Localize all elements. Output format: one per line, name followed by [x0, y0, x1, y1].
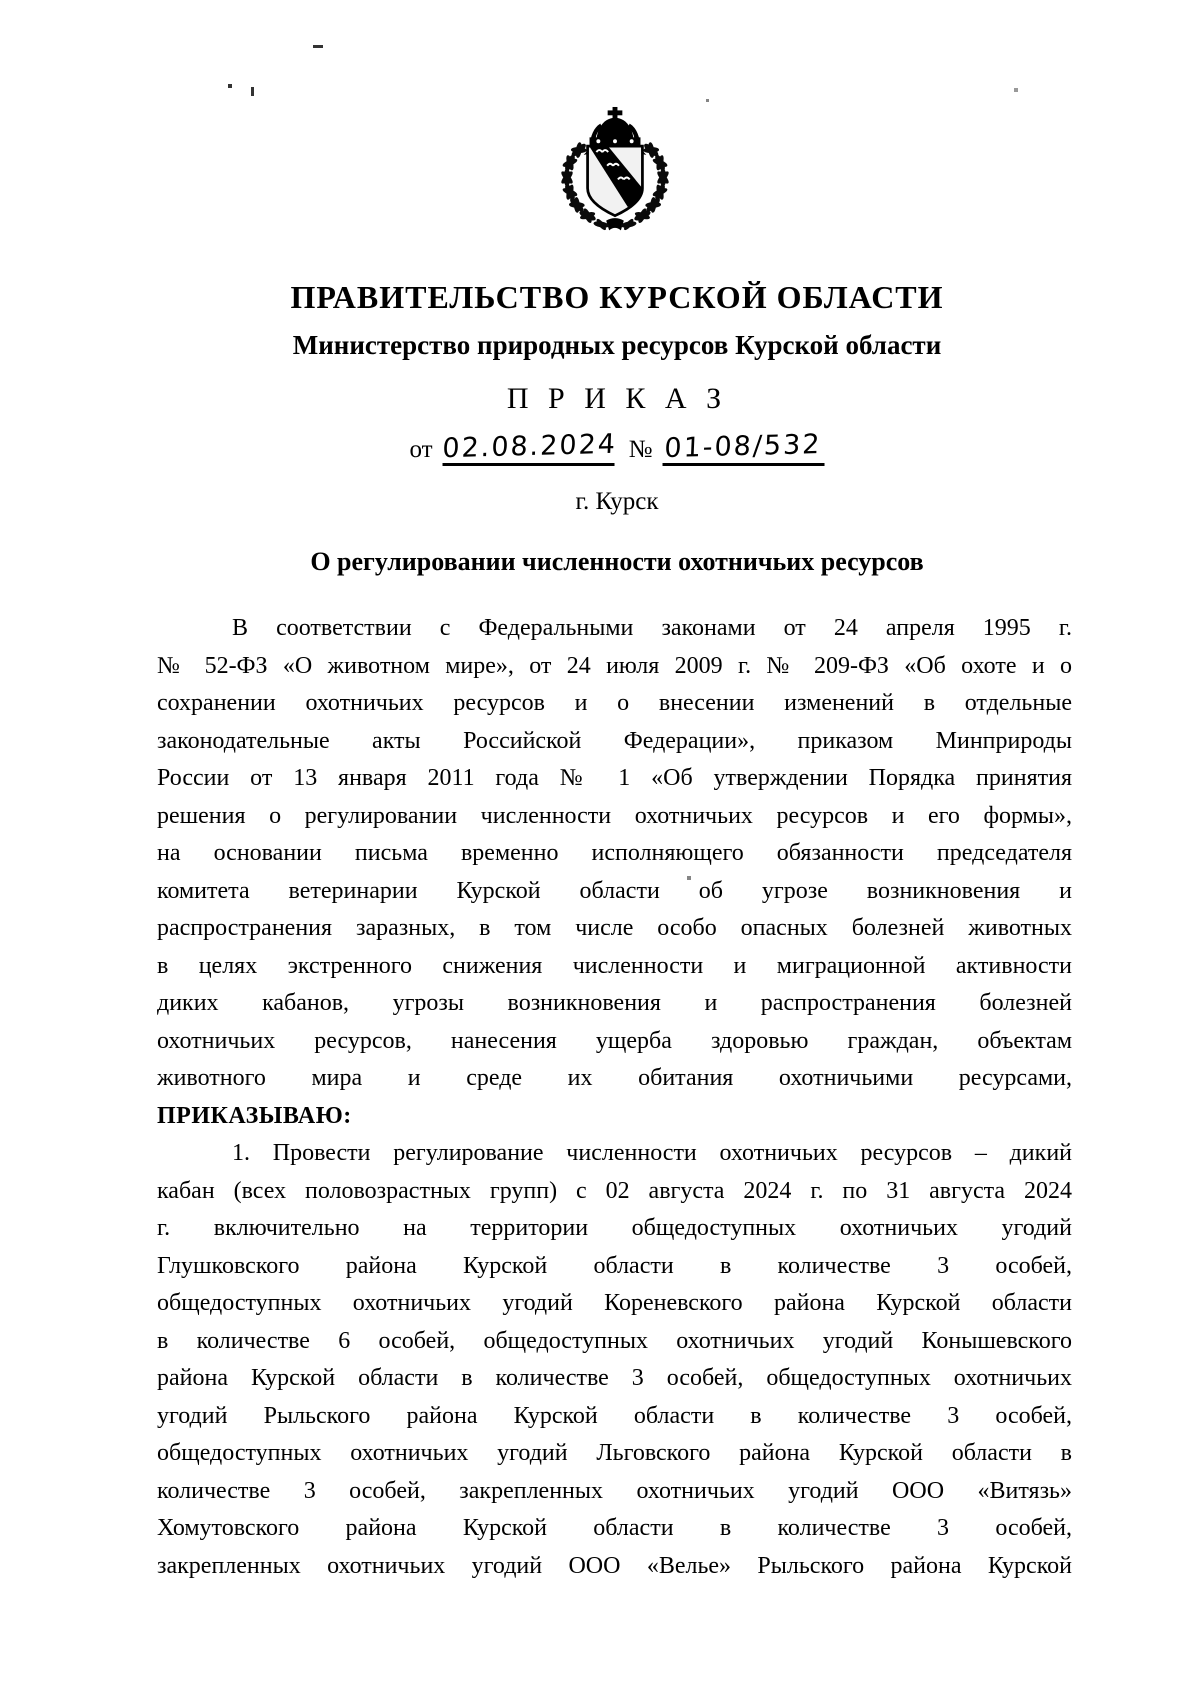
kursk-oblast-coat-of-arms-icon [541, 106, 689, 248]
date-and-number-row [410, 430, 825, 466]
document-text-line: В соответствии с Федеральными законами от 24 апреля 1995 г. [232, 615, 1072, 641]
document-text-line: на основании письма временно исполняющего обязанности председателя [157, 840, 1072, 866]
date-field [441, 428, 618, 466]
document-text-line: законодательные акты Российской Федерации», приказом Минприроды [157, 727, 1072, 754]
document-text-line: закрепленных охотничьих угодий ООО «Велье» Рыльского района Курской [157, 1552, 1072, 1579]
document-text-line: общедоступных охотничьих угодий Кореневского района Курской области [157, 1290, 1072, 1316]
document-text-line: кабан (всех половозрастных групп) с 02 августа 2024 г. по 31 августа 2024 [157, 1177, 1072, 1204]
ministry-name: Министерство природных ресурсов Курской области [292, 330, 942, 360]
scan-speck [228, 84, 232, 88]
document-number-field [662, 430, 824, 466]
place-of-issue: г. Курск [575, 488, 659, 515]
scan-speck [313, 45, 323, 48]
document-text-line: ПРИКАЗЫВАЮ: [157, 1102, 352, 1129]
document-text-line: охотничьих ресурсов, нанесения ущерба здоровью граждан, объектам [157, 1027, 1072, 1054]
document-text-line: района Курской области в количестве 3 особей, общедоступных охотничьих [157, 1365, 1072, 1391]
document-text-line: количестве 3 особей, закрепленных охотничьих угодий ООО «Витязь» [157, 1477, 1072, 1504]
scan-speck [251, 87, 254, 96]
document-title: О регулировании численности охотничьих ресурсов [310, 547, 924, 576]
document-text-line: общедоступных охотничьих угодий Льговского района Курской области в [157, 1440, 1072, 1466]
document-body [157, 610, 1072, 1585]
scan-speck [1014, 88, 1018, 92]
document-text-line: угодий Рыльского района Курской области в количестве 3 особей, [157, 1402, 1072, 1429]
document-text-line: сохранении охотничьих ресурсов и о внесении изменений в отдельные [157, 690, 1072, 716]
handwritten-document-number: 01-08/532 [664, 428, 823, 465]
document-text-line: животного мира и среде их обитания охотничьими ресурсами, [157, 1065, 1072, 1091]
document-text-line: Глушковского района Курской области в количестве 3 особей, [157, 1252, 1072, 1279]
document-text-line: г. включительно на территории общедоступных охотничьих угодий [157, 1215, 1072, 1241]
document-text-line: решения о регулировании численности охотничьих ресурсов и его формы», [157, 802, 1072, 829]
document-text-line: России от 13 января 2011 года № 1 «Об утверждении Порядка принятия [157, 765, 1072, 791]
number-sign-label: № [628, 436, 653, 463]
document-text-line: в целях экстренного снижения численности и миграционной активности [157, 952, 1072, 979]
document-text-line: 1. Провести регулирование численности охотничьих ресурсов – дикий [232, 1140, 1072, 1166]
date-prefix-label: от [409, 436, 433, 463]
document-text-line: Хомутовского района Курской области в количестве 3 особей, [157, 1515, 1072, 1541]
document-text-line: диких кабанов, угрозы возникновения и распространения болезней [157, 990, 1072, 1016]
organization-name: ПРАВИТЕЛЬСТВО КУРСКОЙ ОБЛАСТИ [290, 279, 944, 315]
document-text-line: в количестве 6 особей, общедоступных охотничьих угодий Конышевского [157, 1327, 1072, 1354]
document-type-heading: П Р И К А З [506, 382, 728, 415]
handwritten-date: 02.08.2024 [441, 428, 618, 465]
scan-speck [706, 99, 709, 102]
document-text-line: комитета ветеринарии Курской области об угрозе возникновения и [157, 877, 1072, 904]
document-text-line: № 52-ФЗ «О животном мире», от 24 июля 2009 г. № 209-ФЗ «Об охоте и о [157, 652, 1072, 679]
document-text-line: распространения заразных, в том числе особо опасных болезней животных [157, 915, 1072, 941]
